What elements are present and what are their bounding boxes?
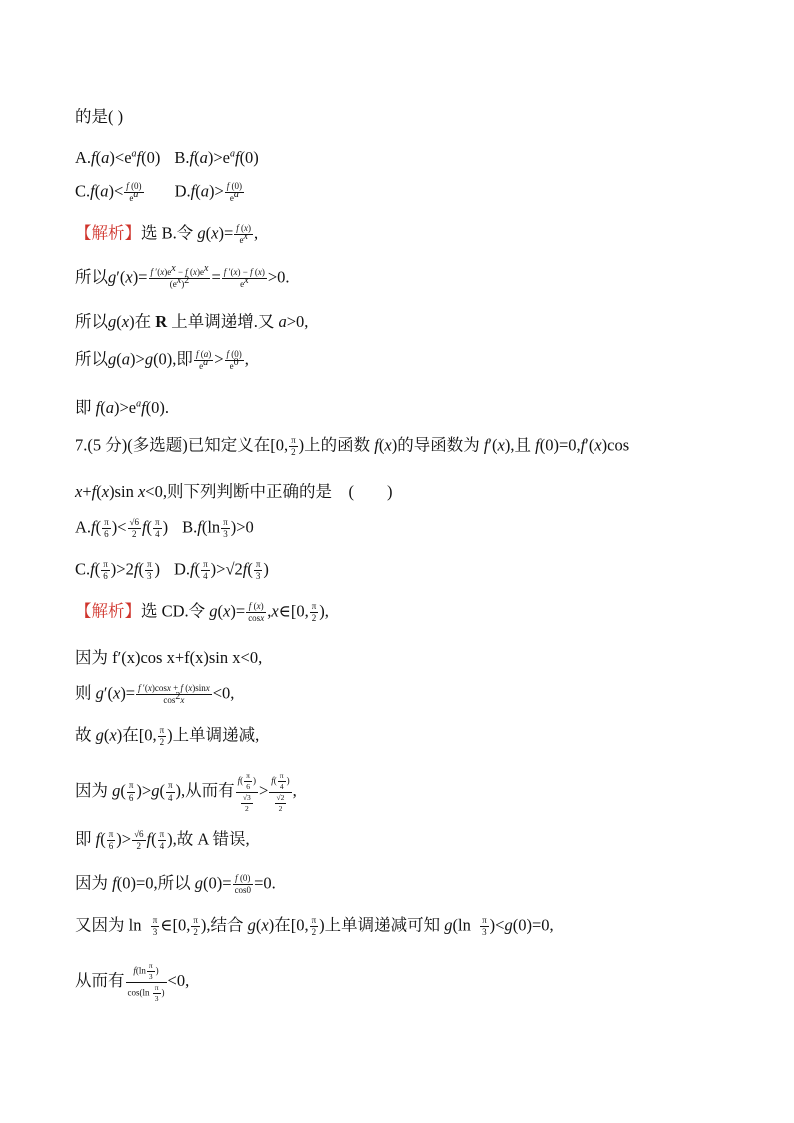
analysis-line-1: 【解析】选 B.令 g(x)= $\frac{f (x)}{ex}$ , xyxy=(75,223,259,246)
question-tail: 的是( ) xyxy=(75,107,124,126)
analysis-tag-2: 【解析】 xyxy=(75,601,141,621)
analysis-line-2: 所以g′(x)= $\frac{f '(x)ex - f (x)ex}{(ex)2}$ = $\frac{f '(x) - f (x)}{ex}$ >0. xyxy=(75,263,290,290)
solution-7-line-1: 【解析】选 CD.令 g(x)= $\frac{f (x)}{\cos x}$ ,x∈[0, $\frac{\pi}{2}$ ), xyxy=(75,601,329,624)
solution-7-line-7: 因为 f(0)=0,所以 g(0)= $\frac{f (0)}{\cos 0}$ =0. xyxy=(75,873,276,896)
question-7-line-2: x+f(x)sin x<0,则下列判断中正确的是 ( ) xyxy=(75,482,393,501)
solution-7-line-4: 故 g(x)在[0, $\frac{\pi}{2}$ )上单调递减, xyxy=(75,725,260,748)
solution-7-line-9: 从而有 f(ln $\frac{\pi}{3}$ ) cos(ln $\frac{\pi}{3}$ ) <0, xyxy=(75,961,190,1003)
options-row-cd: C.f(a)< $\frac{f (0)}{ea}$ D.f(a)> $\frac{f (0)}{ea}$ xyxy=(75,181,243,204)
options-row-ab: $A.f(a)<e^af(0)$ $B.f(a)>e^af(0)$ xyxy=(75,148,259,167)
solution-7-line-8: 又因为 ln $\frac{\pi}{3}$ ∈[0, $\frac{\pi}{2}$ ),结合 g(x)在[0, $\frac{\pi}{2}$ )上单调递减可知 g(ln $\frac{\pi}{3}$ )<g(0)=0, xyxy=(75,915,554,938)
solution-7-line-3: 则 g′(x)= $\frac{f '(x)\cos x + f (x)\sin x}{\cos 2x}$ <0, xyxy=(75,683,235,706)
analysis-line-3: 所以g(x)在 R 上单调递增.又 a>0, xyxy=(75,312,309,331)
analysis-tag: 【解析】 xyxy=(75,223,141,243)
solution-7-line-2: 因为 f′(x)cos x+f(x)sin x<0, xyxy=(75,648,263,667)
question-7-line-1: 7.(5 分)(多选题)已知定义在[0, $\frac{\pi}{2}$ )上的函数 f(x)的导函数为 f′(x),且 f(0)=0,f′(x)cos xyxy=(75,435,630,458)
solution-7-line-5: 因为 g( $\frac{\pi}{6}$ )>g( $\frac{\pi}{4}$ ),从而有 f( $\frac{\pi}{6}$ ) $\frac{√3}{2}$ > f( $\frac{\pi}{4}$ ) $\frac{√2}{2}$ , xyxy=(75,771,297,813)
options-7-row-ab: A.f( $\frac{\pi}{6}$ )< $\frac{√6}{2}$ f( $\frac{\pi}{4}$ ) B.f(ln $\frac{\pi}{3}$ )>0 xyxy=(75,517,254,540)
options-7-row-cd: C.f( $\frac{\pi}{6}$ )>2f( $\frac{\pi}{3}$ ) D.f( $\frac{\pi}{4}$ )>√2f( $\frac{\pi}{3}$ ) xyxy=(75,559,269,582)
analysis-line-4: 所以g(a)>g(0),即 $\frac{f (a)}{ea}$ > $\frac{f (0)}{e0}$ , xyxy=(75,349,249,372)
analysis-line-5: 即 $f(a)>e^af(0)$. xyxy=(75,398,170,417)
solution-7-line-6: 即 f( $\frac{\pi}{6}$ )> $\frac{√6}{2}$ f( $\frac{\pi}{4}$ ),故 A 错误, xyxy=(75,829,250,852)
